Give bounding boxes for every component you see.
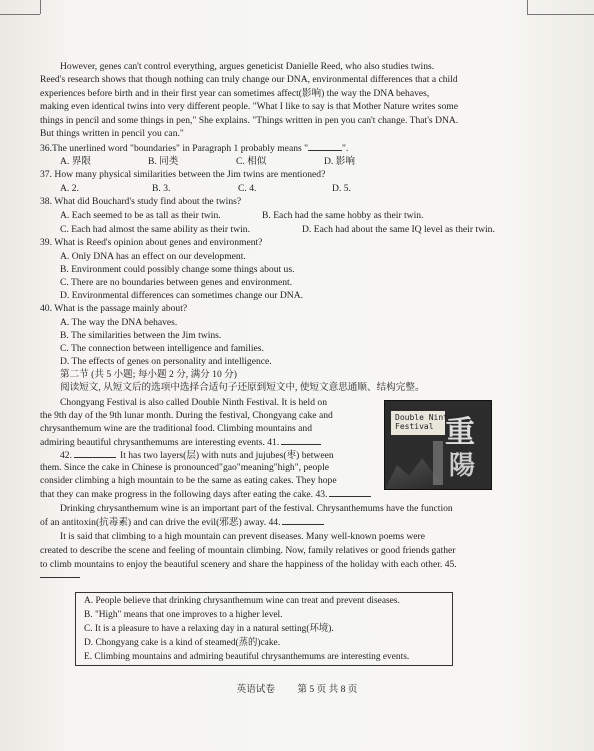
passage-line: things in pencil and some things in pen," She explains. "Things written in pen you can't change. That's DNA.: [40, 114, 459, 126]
calligraphy-char-1: 重: [445, 416, 475, 449]
option: C. Each had almost the same ability as their twin.: [60, 224, 250, 235]
question-stem: 37. How many physical similarities between the Jim twins are mentioned?: [40, 169, 326, 180]
p1-line: the 9th day of the 9th lunar month. During the festival, Chongyang cake and: [40, 410, 333, 421]
calligraphy-char-2: 陽: [449, 451, 476, 480]
section-title: 第二节 (共 5 小题; 每小题 2 分, 满分 10 分): [60, 369, 237, 380]
passage-line: But things written in pencil you can.": [40, 128, 184, 140]
blank-42: [74, 448, 116, 458]
option: A. Only DNA has an effect on our development.: [60, 251, 246, 262]
blank-43: [329, 487, 371, 497]
logo-line-2: Festival: [395, 422, 434, 431]
option: D. Environmental differences can sometimes change our DNA.: [60, 290, 304, 301]
p1-line: Chongyang Festival is also called Double Ninth Festival. It is held on: [60, 397, 327, 408]
options-38-row2: [60, 223, 495, 236]
blank-45: [40, 577, 80, 578]
question-stem-tail: ".: [342, 143, 349, 154]
option: A. Each seemed to be as tall as their twin.: [60, 210, 221, 221]
p2-text: It has two layers(层) with nuts and jujubes(枣) between: [120, 450, 334, 461]
option: C. The connection between intelligence and families.: [60, 343, 264, 354]
option: C. 相似: [236, 156, 267, 167]
question-38: [40, 195, 241, 208]
option: B. Environment could possibly change some things about us.: [60, 264, 295, 275]
p4-line-45: to climb mountains to enjoy the beautiful scenery and share the happiness of the holiday with each other. 45.: [40, 559, 457, 570]
crop-mark-right: [527, 0, 528, 14]
passage-end: [40, 60, 560, 140]
option: B. 3.: [152, 183, 171, 194]
question-stem: 36.The unerlined word "boundaries" in Paragraph 1 probably means ": [40, 143, 309, 154]
blank-41: [281, 435, 321, 445]
p2-line-43: [40, 487, 371, 501]
options-38-row1: [60, 209, 423, 222]
question-36: [40, 141, 348, 155]
blank-44: [282, 515, 324, 525]
option: B. Each had the same hobby as their twin.: [262, 210, 424, 221]
p4-line: created to describe the scene and feeling of mountain climbing. Now, family relatives or good friends gather: [40, 545, 456, 556]
choice-b: B. "High" means that one improves to a higher level.: [84, 610, 283, 620]
option: B. The similarities between the Jim twins.: [60, 330, 222, 341]
question-39: [40, 236, 262, 249]
passage-line: experiences before birth and in their first year can sometimes affect(影响) the way the DNA behaves,: [40, 87, 430, 99]
crop-mark-left: [40, 0, 41, 14]
option: A. 2.: [60, 183, 79, 194]
option: A. The way the DNA behaves.: [60, 317, 178, 328]
question-stem: 40. What is the passage mainly about?: [40, 303, 188, 314]
choices-box: [75, 592, 453, 666]
p3-line: Drinking chrysanthemum wine is an important part of the festival. Chrysanthemums have the function: [60, 503, 453, 514]
options-37: [60, 182, 351, 195]
passage-line: However, genes can't control everything, argues geneticist Danielle Reed, who also studies twins.: [60, 61, 435, 72]
crop-mark-right-h: [527, 14, 594, 15]
p2-number: 42.: [60, 450, 72, 461]
options-36: [60, 155, 355, 168]
p1-line: chrysanthemum wine are the traditional food. Climbing mountains and: [40, 423, 313, 434]
crop-mark-left-h: [0, 14, 40, 15]
p2-line: consider climbing a high mountain to be the same as eating cakes. They hope: [40, 475, 337, 486]
choice-d: D. Chongyang cake is a kind of steamed(蒸的)cake.: [84, 638, 281, 648]
option: A. 界限: [60, 156, 91, 167]
p3-line-text: of an antitoxin(抗毒素) and can drive the evil(邪恶) away. 44.: [40, 517, 281, 528]
option: D. Each had about the same IQ level as their twin.: [302, 224, 495, 235]
seal-mark: [433, 441, 443, 485]
footer-subject: 英语试卷: [236, 684, 275, 695]
answer-blank: [308, 141, 342, 151]
p4-line: It is said that climbing to a high mountain can prevent diseases. Many well-known poems were: [60, 531, 426, 542]
footer-page-number: 第 5 页 共 8 页: [297, 684, 358, 695]
logo-line-1: Double Ninth: [395, 413, 453, 422]
option: D. 影响: [324, 156, 355, 167]
p1-line-text: admiring beautiful chrysanthemums are interesting events. 41.: [40, 437, 280, 448]
question-stem: 39. What is Reed's opinion about genes and environment?: [40, 237, 263, 248]
choice-e: E. Climbing mountains and admiring beautiful chrysanthemums are interesting events.: [84, 652, 410, 662]
option: D. 5.: [332, 183, 351, 194]
choice-a: A. People believe that drinking chrysanthemum wine can treat and prevent diseases.: [84, 596, 400, 606]
double-ninth-festival-image: [384, 400, 492, 490]
page-footer: [0, 681, 594, 695]
p2-line: them. Since the cake in Chinese is pronounced"gao"meaning"high", people: [40, 462, 330, 473]
section-instruction: 阅读短文, 从短文后的选项中选择合适句子还原到短文中, 使短文意思通顺、结构完整。: [60, 382, 425, 393]
option: C. There are no boundaries between genes and environment.: [60, 277, 293, 288]
passage-line: Reed's research shows that though nothing can truly change our DNA, environmental differences that a child: [40, 74, 458, 86]
question-37: [40, 168, 325, 181]
option: D. The effects of genes on personality and intelligence.: [60, 356, 272, 367]
choice-c: C. It is a pleasure to have a relaxing day in a natural setting(环境).: [84, 624, 334, 634]
p2-line-text: that they can make progress in the following days after eating the cake. 43.: [40, 489, 328, 500]
p3-line-44: [40, 515, 324, 529]
question-stem: 38. What did Bouchard's study find about the twins?: [40, 196, 242, 207]
option: C. 4.: [238, 183, 257, 194]
passage-line: making even identical twins into very different people. "What I like to say is that Mother Nature writes some: [40, 101, 459, 113]
option: B. 同类: [148, 156, 179, 167]
question-40: [40, 302, 187, 315]
